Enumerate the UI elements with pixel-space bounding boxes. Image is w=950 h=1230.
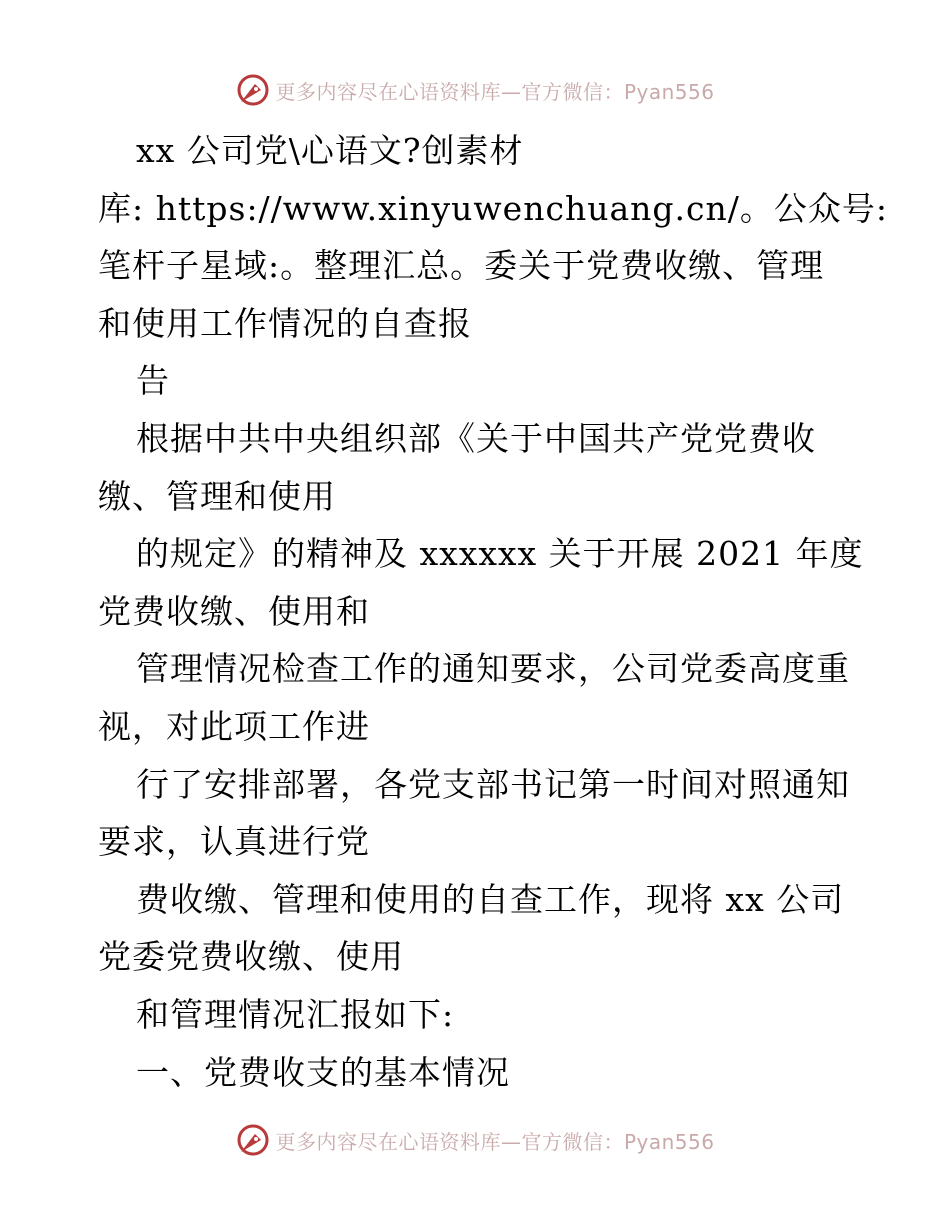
body-line: 笔杆子星域:。整理汇总。委关于党费收缴、管理	[98, 246, 825, 286]
body-line: 和管理情况汇报如下:	[136, 994, 455, 1034]
watermark-text: 更多内容尽在心语资料库—官方微信：Pyan556	[275, 1129, 715, 1154]
body-line: 根据中共中央组织部《关于中国共产党党费收	[136, 418, 816, 458]
body-line: 库: https://www.xinyuwenchuang.cn/。公众号:	[98, 188, 888, 228]
body-line: 费收缴、管理和使用的自查工作，现将 xx 公司	[136, 879, 845, 919]
watermark-text: 更多内容尽在心语资料库—官方微信：Pyan556	[275, 79, 715, 104]
body-line: xx 公司党\心语文?创素材	[136, 131, 524, 170]
pen-nib-logo-icon	[235, 72, 271, 108]
watermark-banner-bottom	[0, 1120, 950, 1160]
body-line: 视，对此项工作进	[98, 706, 370, 746]
watermark-banner-top	[0, 70, 950, 110]
body-line: 和使用工作情况的自查报	[98, 303, 472, 343]
body-line: 管理情况检查工作的通知要求，公司党委高度重	[136, 649, 850, 689]
body-line: 党费收缴、使用和	[98, 591, 370, 631]
document-body	[98, 122, 888, 1101]
body-line: 的规定》的精神及 xxxxxx 关于开展 2021 年度	[136, 534, 864, 574]
body-line: 告	[136, 361, 170, 401]
pen-nib-logo-icon	[235, 1122, 271, 1158]
body-line: 缴、管理和使用	[98, 476, 336, 516]
body-line: 党委党费收缴、使用	[98, 937, 404, 977]
body-line: 要求，认真进行党	[98, 822, 370, 862]
body-line: 行了安排部署，各党支部书记第一时间对照通知	[136, 764, 850, 804]
section-heading: 一、党费收支的基本情况	[136, 1052, 510, 1092]
